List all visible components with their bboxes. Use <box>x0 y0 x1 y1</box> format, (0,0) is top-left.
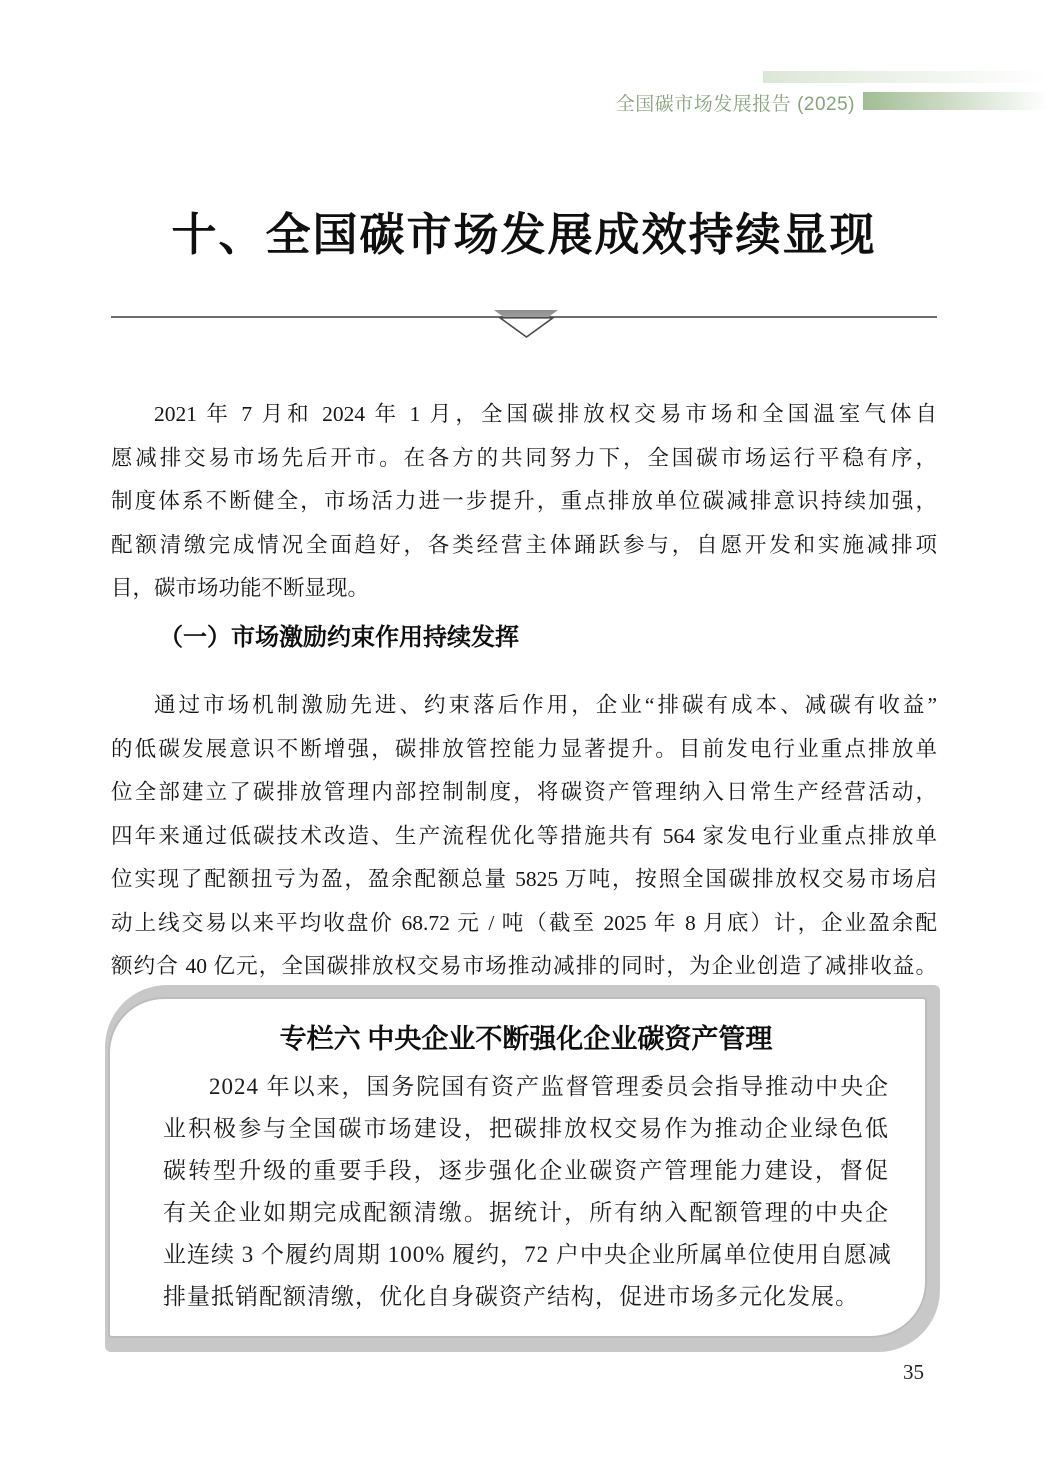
callout-line: 碳转型升级的重要手段，逐步强化企业碳资产管理能力建设，督促 <box>163 1158 889 1183</box>
callout-line: 有关企业如期完成配额清缴。据统计，所有纳入配额管理的中央企 <box>163 1200 889 1225</box>
paragraph-line: 制度体系不断健全，市场活力进一步提升，重点排放单位碳减排意识持续加强， <box>111 489 937 513</box>
paragraph-line: 配额清缴完成情况全面趋好，各类经营主体踊跃参与，自愿开发和实施减排项 <box>111 532 937 557</box>
paragraph-line: 额约合 40 亿元，全国碳排放权交易市场推动减排的同时，为企业创造了减排收益。 <box>111 954 937 978</box>
callout-line: 排量抵销配额清缴，优化自身碳资产结构，促进市场多元化发展。 <box>163 1284 859 1309</box>
running-header-title: 全国碳市场发展报告 (2025) <box>615 94 855 115</box>
section-divider-down-triangle-icon <box>111 308 937 344</box>
paragraph-line: 愿减排交易市场先后开市。在各方的共同努力下，全国碳市场运行平稳有序， <box>111 445 937 470</box>
callout-line: 2024 年以来，国务院国有资产监督管理委员会指导推动中央企 <box>209 1074 889 1099</box>
paragraph-intro <box>111 393 937 611</box>
page-number: 35 <box>903 1360 924 1384</box>
paragraph-line: 四年来通过低碳技术改造、生产流程优化等措施共有 564 家发电行业重点排放单 <box>111 823 937 848</box>
section-heading: （一）市场激励约束作用持续发挥 <box>159 625 519 651</box>
chapter-title: 十、全国碳市场发展成效持续显现 <box>171 210 877 260</box>
paragraph-line: 通过市场机制激励先进、约束落后作用，企业“排碳有成本、减碳有收益” <box>154 693 937 717</box>
callout-title: 专栏六 中央企业不断强化企业碳资产管理 <box>279 1024 773 1054</box>
callout-line: 业连续 3 个履约周期 100% 履约，72 户中央企业所属单位使用自愿减 <box>163 1242 892 1267</box>
paragraph-line: 位实现了配额扭亏为盈，盈余配额总量 5825 万吨，按照全国碳排放权交易市场启 <box>111 867 937 891</box>
callout-box <box>105 985 940 1352</box>
header-gradient-bar-faint <box>763 71 1048 83</box>
paragraph-line: 动上线交易以来平均收盘价 68.72 元 / 吨（截至 2025 年 8 月底）计，企业盈余配 <box>111 910 937 935</box>
paragraph-line: 目，碳市场功能不断显现。 <box>111 576 370 600</box>
paragraph-line: 位全部建立了碳排放管理内部控制制度，将碳资产管理纳入日常生产经营活动， <box>111 780 937 804</box>
callout-line: 业积极参与全国碳市场建设，把碳排放权交易作为推动企业绿色低 <box>163 1116 889 1141</box>
paragraph-line: 2021 年 7 月和 2024 年 1 月，全国碳排放权交易市场和全国温室气体自 <box>154 402 937 426</box>
paragraph-line: 的低碳发展意识不断增强，碳排放管控能力显著提升。目前发电行业重点排放单 <box>111 736 937 761</box>
callout-box-inner <box>108 997 927 1338</box>
header-gradient-bar <box>863 92 1048 110</box>
paragraph-market-effect <box>111 684 937 989</box>
